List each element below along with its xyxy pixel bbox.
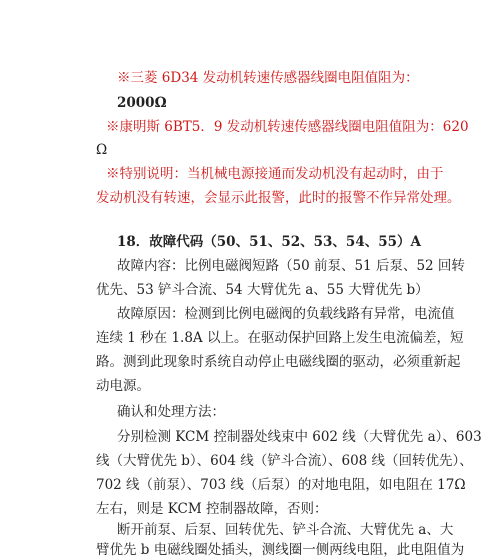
section-heading-fault-18: 18．故障代码（50、51、52、53、54、55）A: [117, 234, 421, 250]
text-line-disconnect: 断开前泵、后泵、回转优先、铲斗合流、大臂优先 a、大: [117, 522, 454, 538]
text-line-special-note-cont: 发动机没有转速，会显示此报警，此时的报警不作异常处理。: [96, 190, 461, 206]
text-line-mitsubishi-sensor: ※三菱 6D34 发动机转速传感器线圈电阻值阻为：: [117, 70, 419, 86]
text-line-fault-content-cont: 优先、53 铲斗合流、54 大臂优先 a、55 大臂优先 b）: [96, 282, 429, 298]
text-line-check-kcm-cont1: 线（大臂优先 b）、604 线（铲斗合流）、608 线（回转优先）、: [96, 453, 473, 469]
text-line-check-method: 确认和处理方法：: [117, 404, 225, 420]
text-line-cummins-sensor: ※康明斯 6BT5．9 发动机转速传感器线圈电阻值阻为：620: [106, 119, 469, 135]
text-line-disconnect-cont: 臂优先 b 电磁线圈处插头，测线圈一侧两线电阻，此电阻值为: [96, 542, 465, 558]
text-line-special-note: ※特别说明：当机械电源接通而发动机没有起动时，由于: [106, 166, 444, 182]
text-line-check-kcm-cont2: 702 线（前泵）、703 线（后泵）的对地电阻，如电阻在 17Ω: [96, 477, 466, 493]
text-line-fault-cause: 故障原因：检测到比例电磁阀的负载线路有异常，电流值: [117, 306, 455, 322]
text-line-fault-cause-cont3: 动电源。: [96, 378, 150, 394]
text-line-fault-content: 故障内容：比例电磁阀短路（50 前泵、51 后泵、52 回转: [117, 258, 465, 274]
text-line-check-kcm-cont3: 左右，则是 KCM 控制器故障，否则：: [96, 501, 328, 517]
text-line-mitsubishi-value: 2000Ω: [117, 95, 167, 111]
text-line-fault-cause-cont2: 路。测到此现象时系统自动停止电磁线圈的驱动，必须重新起: [96, 354, 461, 370]
text-line-cummins-unit: Ω: [96, 142, 108, 158]
text-line-fault-cause-cont1: 连续 1 秒在 1.8A 以上。在驱动保护回路上发生电流偏差，短: [96, 330, 464, 346]
text-line-check-kcm: 分别检测 KCM 控制器处线束中 602 线（大臂优先 a）、603: [117, 429, 482, 445]
